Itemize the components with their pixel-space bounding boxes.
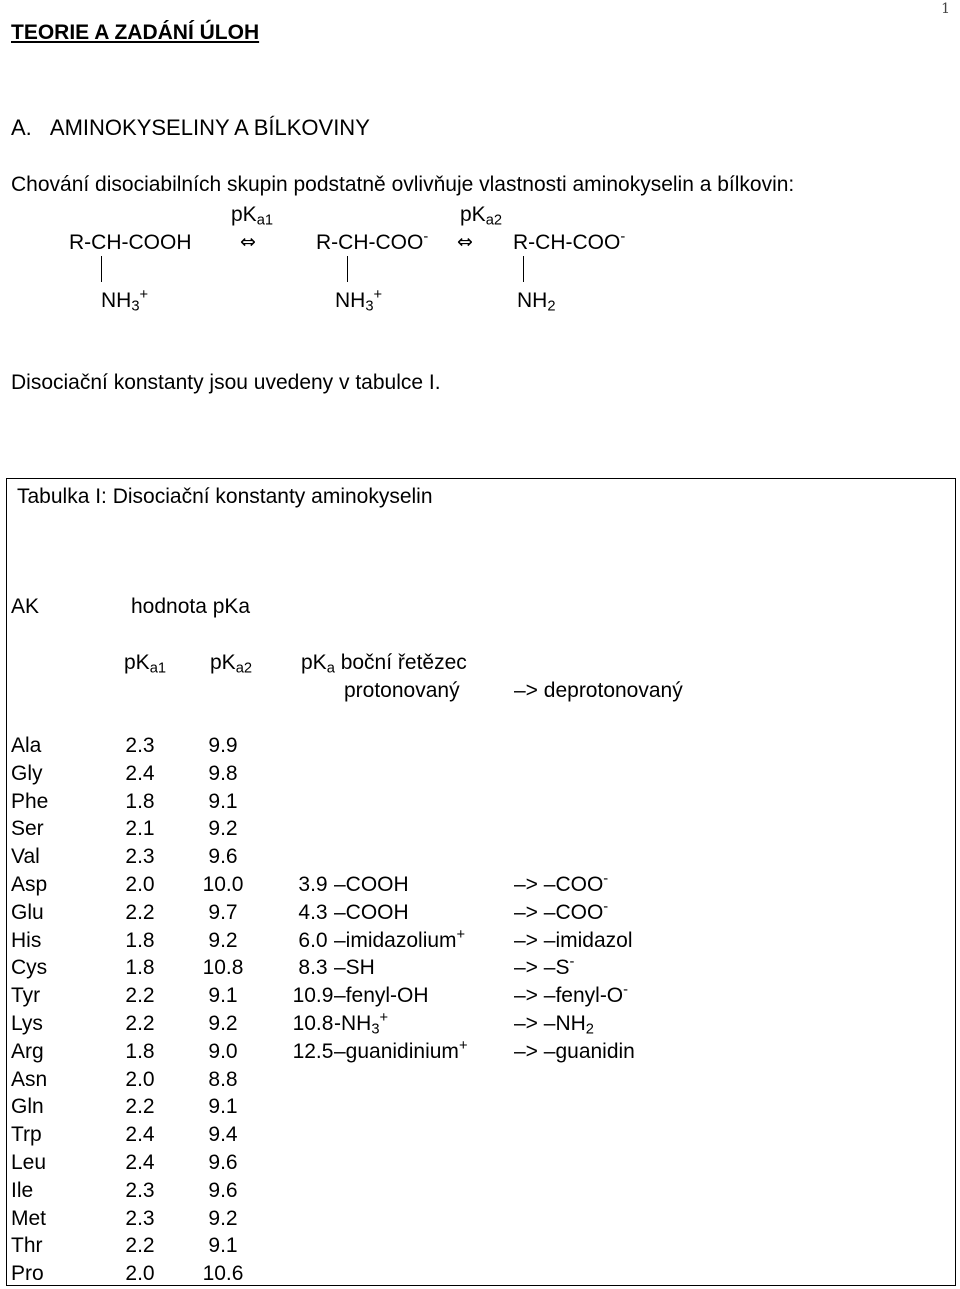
row-deprotonated: –> –S- xyxy=(514,954,575,980)
row-ak: Leu xyxy=(11,1151,47,1174)
row-pka1: 1.8 xyxy=(125,789,155,813)
row-pka1: 2.2 xyxy=(125,984,155,1008)
row-ak: Trp xyxy=(11,1123,42,1147)
bond-line-2 xyxy=(347,256,348,282)
species-acid: R-CH-COOH xyxy=(69,231,192,254)
row-protonated: –COOH xyxy=(334,873,409,896)
row-ak: Phe xyxy=(11,789,49,813)
row-pka1: 2.2 xyxy=(125,1234,155,1258)
row-protonated: –imidazolium+ xyxy=(334,926,466,952)
row-deprotonated: –> –COO- xyxy=(514,898,609,924)
table-caption: Tabulka I: Disociační konstanty aminokyselin xyxy=(17,485,433,508)
section-title xyxy=(11,117,370,139)
subheader-pka-side: $pK_a$ boční řetězec xyxy=(301,651,467,677)
row-pka1: 2.3 xyxy=(125,734,155,757)
row-pka2: 9.1 xyxy=(208,1234,238,1258)
row-deprotonated: –> –guanidin xyxy=(514,1039,635,1063)
row-ak: Tyr xyxy=(11,984,41,1008)
row-ak: His xyxy=(11,928,42,952)
row-pka2: 10.0 xyxy=(202,873,244,896)
bond-line-3 xyxy=(523,256,524,282)
row-pka2: 9.1 xyxy=(208,1095,238,1119)
amino-group-1: $NH_3^+$ xyxy=(101,286,149,315)
intro-sentence: Chování disociabilních skupin podstatně ovlivňuje vlastnosti aminokyselin a bílkovin: xyxy=(11,173,795,196)
row-pka-side: 8.3 xyxy=(298,956,328,980)
bond-line-1 xyxy=(101,256,102,282)
row-pka1: 2.4 xyxy=(125,761,155,785)
row-pka2: 10.8 xyxy=(202,956,244,980)
row-pka-side: 6.0 xyxy=(298,928,328,952)
page-number: 1 xyxy=(941,1,950,17)
row-pka1: 2.2 xyxy=(125,1095,155,1119)
row-pka1: 2.3 xyxy=(125,1178,155,1202)
row-pka2: 9.8 xyxy=(208,761,238,785)
row-pka-side: 4.3 xyxy=(298,900,328,924)
col-header-pka: hodnota pKa xyxy=(131,595,251,618)
row-pka2: 9.2 xyxy=(208,817,238,841)
row-pka1: 2.1 xyxy=(125,817,155,841)
row-protonated: –COOH xyxy=(334,900,409,924)
row-pka1: 1.8 xyxy=(125,1039,155,1063)
row-pka2: 9.2 xyxy=(208,928,238,952)
row-protonated: –SH xyxy=(334,956,375,980)
row-ak: Glu xyxy=(11,900,44,924)
section-name: AMINOKYSELINY A BÍLKOVINY xyxy=(49,115,370,140)
row-protonated: $-NH_3^+$ xyxy=(334,1009,389,1038)
row-deprotonated: –> –COO- xyxy=(514,870,609,896)
row-pka2: 9.1 xyxy=(208,789,238,813)
amino-group-3: $NH_2$ xyxy=(517,289,556,315)
row-ak: Ser xyxy=(11,817,44,841)
row-pka-side: 12.5 xyxy=(292,1039,334,1063)
row-ak: Pro xyxy=(11,1262,44,1286)
row-ak: Lys xyxy=(11,1012,43,1035)
row-ak: Met xyxy=(11,1206,47,1230)
row-pka-side: 10.8 xyxy=(292,1012,334,1035)
row-ak: Thr xyxy=(11,1234,43,1258)
section-letter: A. xyxy=(11,115,32,140)
row-pka2: 9.0 xyxy=(208,1039,238,1063)
row-pka1: 2.3 xyxy=(125,845,155,869)
amino-group-2: $NH_3^+$ xyxy=(335,286,383,315)
table-reference-sentence: Disociační konstanty jsou uvedeny v tabulce I. xyxy=(11,371,441,394)
subheader-deprotonated: –> deprotonovaný xyxy=(514,679,683,702)
equilibrium-arrow-1: ⇔ xyxy=(240,231,256,253)
row-pka2: 9.7 xyxy=(208,900,238,924)
row-pka2: 9.2 xyxy=(208,1206,238,1230)
row-pka1: 2.2 xyxy=(125,1012,155,1035)
equilibrium-arrow-2: ⇔ xyxy=(457,231,473,253)
row-protonated: –fenyl-OH xyxy=(334,984,429,1008)
row-ak: Gln xyxy=(11,1095,44,1119)
subheader-pka2: $pK_{a2}$ xyxy=(210,651,253,677)
species-zwitterion: R-CH-COO- xyxy=(316,228,429,254)
row-pka1: 2.4 xyxy=(125,1123,155,1147)
row-ak: Ile xyxy=(11,1178,34,1202)
row-pka1: 2.4 xyxy=(125,1151,155,1174)
row-pka1: 2.3 xyxy=(125,1206,155,1230)
row-pka1: 1.8 xyxy=(125,956,155,980)
row-pka1: 2.0 xyxy=(125,1262,155,1286)
row-pka1: 2.0 xyxy=(125,1067,155,1091)
row-pka2: 9.9 xyxy=(208,734,238,757)
row-ak: Arg xyxy=(11,1039,44,1063)
row-pka2: 9.4 xyxy=(208,1123,238,1147)
row-deprotonated: –> –imidazol xyxy=(514,928,633,952)
row-deprotonated: –> –fenyl-O- xyxy=(514,982,629,1008)
row-pka1: 2.0 xyxy=(125,873,155,896)
row-ak: Asp xyxy=(11,873,48,896)
row-ak: Cys xyxy=(11,956,48,980)
row-pka2: 9.1 xyxy=(208,984,238,1008)
row-pka-side: 3.9 xyxy=(298,873,328,896)
row-pka2: 9.2 xyxy=(208,1012,238,1035)
row-deprotonated: –> $-NH_2$ xyxy=(514,1012,594,1038)
col-header-ak: AK xyxy=(11,595,40,618)
row-pka-side: 10.9 xyxy=(292,984,334,1008)
row-pka2: 10.6 xyxy=(202,1262,244,1286)
row-ak: Val xyxy=(11,845,40,869)
pka2-label: $pK_{a2}$ xyxy=(460,203,503,229)
subheader-protonated: protonovaný xyxy=(344,679,460,702)
pka1-label: $pK_{a1}$ xyxy=(231,203,274,229)
row-pka2: 9.6 xyxy=(208,845,238,869)
row-protonated: –guanidinium+ xyxy=(334,1037,468,1063)
species-anion: R-CH-COO- xyxy=(513,228,626,254)
page-heading: TEORIE A ZADÁNÍ ÚLOH xyxy=(11,21,260,44)
row-pka2: 9.6 xyxy=(208,1178,238,1202)
row-pka1: 1.8 xyxy=(125,928,155,952)
row-pka2: 8.8 xyxy=(208,1067,238,1091)
row-ak: Gly xyxy=(11,761,43,785)
row-pka1: 2.2 xyxy=(125,900,155,924)
row-ak: Ala xyxy=(11,734,42,757)
row-pka2: 9.6 xyxy=(208,1151,238,1174)
row-ak: Asn xyxy=(11,1067,48,1091)
subheader-pka1: $pK_{a1}$ xyxy=(124,651,167,677)
